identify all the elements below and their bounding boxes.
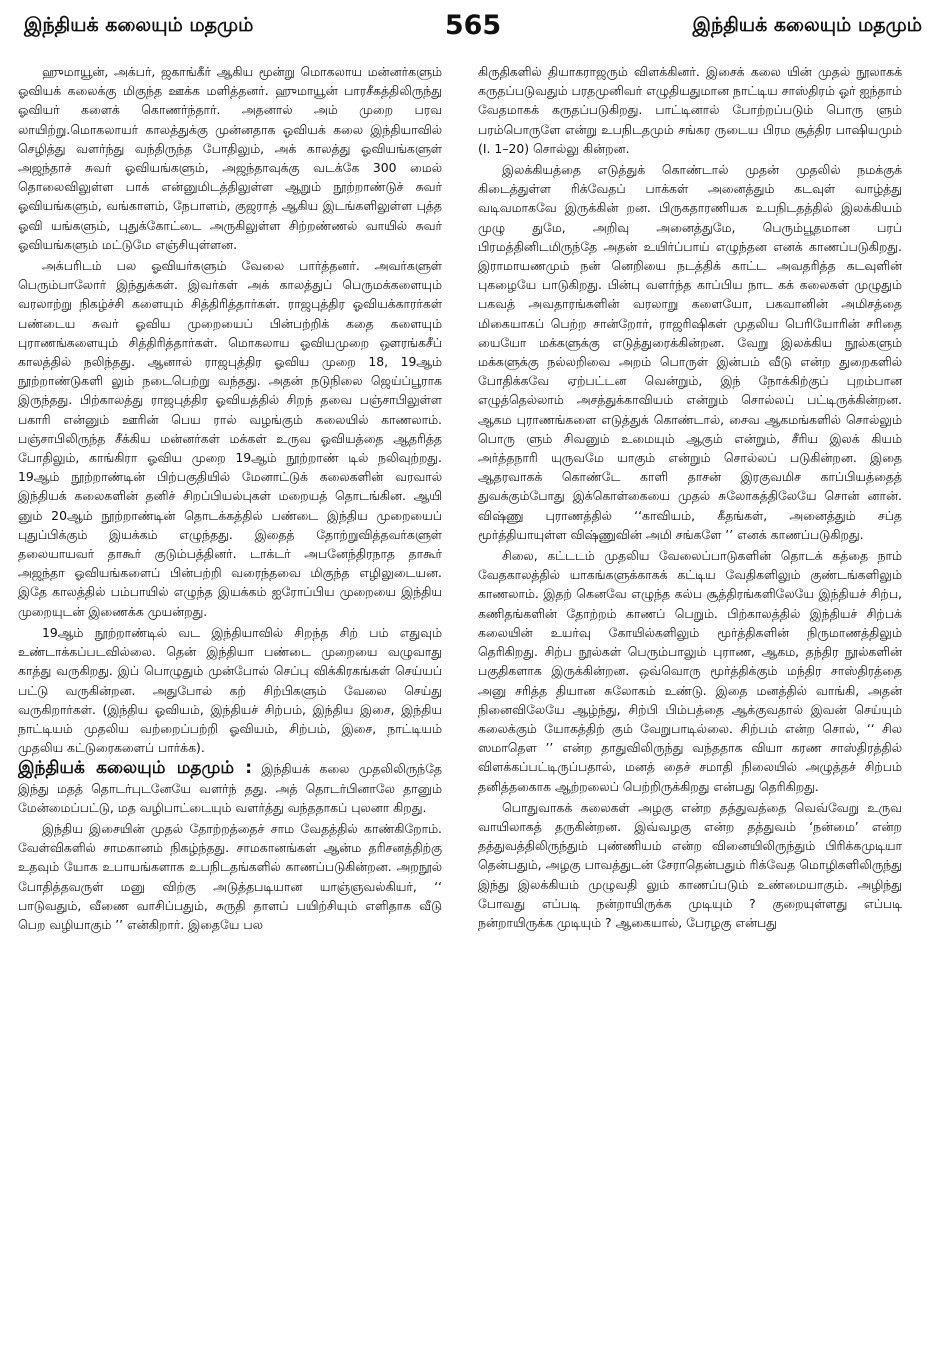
section-paragraph xyxy=(18,759,442,817)
right-column xyxy=(478,62,902,1357)
paragraph: கிருதிகளில் தியாகராஜரும் விளக்கினர். இசைக் கலை யின் முதல் நூலாகக் கருதப்படுவதும் பரதமுனிவர் எழுதியதுமான நாட்டிய சாஸ்திரம் ஓர் ஐந்தாம் வேதமாகக் கருதப்படுகிறது. பாட்டினால் போற்றப்படும் பொரு ளும் பரம்பொருளே என்று உபநிடதமும் சங்கர ருடைய பிரம சூத்திர பாஷியமும் (I. 1–20) சொல்லு கின்றன. xyxy=(478,64,902,156)
section-heading: இந்தியக் கலையும் மதமும் : xyxy=(18,758,253,779)
running-title-left: இந்தியக் கலையும் மதமும் xyxy=(24,14,254,36)
paragraph: 19ஆம் நூற்றாண்டில் வட இந்தியாவில் சிறந்த சிற் பம் எதுவும் உண்டாக்கப்படவில்லை. தென் இந்தியா பண்டை முறையை வழுவாது காத்து வருகிறது. இப் பொழுதும் முன்போல் செப்பு விக்கிரகங்கள் செய்யப் பட்டு வருகின்றன. அதுபோல் கற் சிற்பிகளும் வேலை செய்து வருகிறார்கள். (இந்திய ஓவியம், இந்தியச் சிற்பம், இந்திய இசை, இந்திய நாட்டியம் முதலிய வற்றைப்பற்றி ஓவியம், சிற்பம், இசை, நாட்டியம் முதலிய கட்டுரைகளைப் பார்க்க). xyxy=(18,624,442,756)
section-text: இந்தியக் கலை முதலிலிருந்தே இந்து மதத் தொடர்புடனேயே வளர்ந் தது. அத் தொடர்பினாலே தானும் மேன்மைப்பட்டு, மத வழிபாட்டையும் வளர்த்து வந்ததாகப் புலனா கிறது. xyxy=(18,761,442,815)
paragraph: அக்பரிடம் பல ஓவியர்களும் வேலை பார்த்தனர். அவர்களுள் பெரும்பாலோர் இந்துக்கள். இவர்கள் அக் காலத்துப் பெருமக்களையும் வரலாற்று நிகழ்ச்சி களையும் சித்திரித்தார்கள். ராஜபுத்திர ஓவியக்காரர்கள் பண்டைய சுவர் ஓவிய முறையைப் பின்பற்றிக் கதை களையும் புராணங்களையும் சித்திரித்தார்கள். மொகலாய ஓவியமுறை ஔரங்கசீப் காலத்தில் நலிந்தது. ஆனால் ராஜபுத்திர ஓவிய முறை 18, 19ஆம் நூற்றாண்டுகளி லும் நடைபெற்று வந்தது. அதன் நடுநிலை ஜெய்ப்பூராக இருந்தது. பிற்காலத்து ராஜபுத்திர ஓவியத்தில் சிறந் தவை பஞ்சாபிலுள்ள பகாரி என்னும் ஊரின் பெய ரால் வழங்கும் கலையில் காணலாம். பஞ்சாபிலிருந்த சீக்கிய மன்னர்கள் மக்கள் உருவ ஓவியத்தை ஆதரித்த போதிலும், காங்கிரா ஓவிய முறை 19ஆம் நூற்றாண் டில் நலிவுற்றது. 19ஆம் நூற்றாண்டின் பிற்பகுதியில் மேனாட்டுக் கலைகளின் வரவால் இந்தியக் கலைகளின் தனிச் சிறப்பியல்புகள் மறையத் தொடங்கின. ஆயி னும் 20ஆம் நூற்றாண்டின் தொடக்கத்தில் பண்டை இந்திய முறையைப் புதுப்பிக்கும் இயக்கம் எழுந்தது. இதைத் தோற்றுவித்தவர்களுள் தலையாயவர் தாகூர் குடும்பத்தினர். டாக்டர் அபனேந்திரநாத தாகூர் அஜந்தா ஓவியங்களைப் பின்பற்றி வரைந்தவை மிகுந்த எழிலுடையன. இதே காலத்தில் பம்பாயில் எழுந்த இயக்கம் ஐரோப்பிய முறையை இந்திய முறையுடன் இணைக்க முயன்றது. xyxy=(18,258,442,619)
paragraph: இலக்கியத்தை எடுத்துக் கொண்டால் முதன் முதலில் நமக்குக் கிடைத்துள்ள ரிக்வேதப் பாக்கள் அனைத்தும் கடவுள் வாழ்த்து வடிவமாகவே இருக்கின் றன. பிருகதாரணியக உபநிடதத்தில் இலக்கியம் முழு துமே, அறிவு அனைத்துமே, பெரும்பூதமான பரப் பிரமத்தினிடமிருந்தே அதன் உயிர்ப்பாய் எழுந்தன எனக் காணப்படுகிறது. இராமாயணமும் நன் னெறியை நடத்திக் காட்ட அவதரித்த கடவுளின் புகழையே பாடுகிறது. பின்பு வளர்ந்த காப்பிய நாட கக் கலைகள் முழுதும் பகவத் அவதாரங்களின் வரலாறு களையோ, பகவானின் அமிசத்தை மிகையாகப் பெற்ற சான்றோர், ராஜரிஷிகள் முதலிய பெரியோரின் சரிதை யையோ மக்களுக்கு எடுத்துரைக்கின்றன. வேறு இலக்கிய நூல்களும் மக்களுக்கு நல்லறிவை அறம் பொருள் இன்பம் வீடு என்ற துறைகளில் போதிக்கவே ஏற்பட்டன வென்றும், இந் நோக்கிற்குப் புறம்பான எழுத்தெல்லாம் அசத்துக்காவியம் என்றும் சொல்லப் பட்டிருக்கின்றன. ஆகம புராணங்களை எடுத்துக் கொண்டால், சைவ ஆகமங்களில் சொல்லும் பொரு ளும் சிவனும் உமையும் ஆகும் என்றும், சீரிய இலக் கியம் அர்த்தநாரி யுருவமே யாகும் என்றும் சொல்லப் படுகின்றன. இதை ஆதரவாகக் கொண்டே காளி தாசன் இரகுவமிச காப்பியத்தைத் துவக்கும்போது இக்கொள்கையை முதல் சுலோகத்திலேயே சொன் னான். விஷ்ணு புராணத்தில் ‘‘காவியம், கீதங்கள், அனைத்தும் சப்த மூர்த்தியாயுள்ள விஷ்ணுவின் அமி சங்களே ’’ எனக் காணப்படுகிறது. xyxy=(478,162,902,542)
paragraph: ஹுமாயூன், அக்பர், ஜகாங்கீர் ஆகிய மூன்று மொகலாய மன்னர்களும் ஓவியக் கலைக்கு மிகுந்த ஊக்க மளித்தனர். ஹுமாயூன் பாரசீகத்திலிருந்து ஓவியர் களைக் கொணர்ந்தார். அதனால் அம் முறை பரவ லாயிற்று.மொகலாயர் காலத்துக்கு முன்னதாக ஓவியக் கலை இந்தியாவில் செழித்து வளர்ந்து வந்திருந்த போதிலும், அக் காலத்து ஓவியங்களுள் அஜந்தாச் சுவர் ஓவியங்களும், அஜந்தாவுக்கு வடக்கே 300 மைல் தொலைவிலுள்ள பாக் என்னுமிடத்திலுள்ள ஆறும் நூற்றாண்டுச் சுவர் ஓவியங்களும், வங்காளம், நேபாளம், குஜராத் ஆகிய இடங்களிலுள்ள புத்த ஓவி யங்களும், புதுக்கோட்டை அருகிலுள்ள சிற்றண்ணல் வாயில் சுவர் ஓவியங்களும் மட்டுமே எஞ்சியுள்ளன. xyxy=(18,64,442,252)
paragraph: பொதுவாகக் கலைகள் அழகு என்ற தத்துவத்தை வெவ்வேறு உருவ வாயிலாகத் தருகின்றன. இவ்வழகு என்ற தத்துவம் ‘நன்மை’ என்ற தத்துவத்திலிருந்தும் புண்ணியம் என்ற வினையிலிருந்தும் பிரிக்கமுடியா தென்பதும், அழகு பாவத்துடன் சேராதென்பதும் ரிக்வேத மொழிகளிலிருந்து இந்து இலக்கியம் முழுவதி லும் காணப்படும் உண்மையாகும். அழிந்து போவது எப்படி நன்றாயிருக்க முடியும் ? குறையுள்ளது எப்படி நன்றாயிருக்க முடியும் ? ஆகையால், பேரழகு என்பது xyxy=(478,799,902,930)
paragraph: இந்திய இசையின் முதல் தோற்றத்தைச் சாம வேதத்தில் காண்கிறோம். வேள்விகளில் சாமகானம் நிகழ்ந்தது. சாமகானங்கள் ஆன்ம தரிசனத்திற்கு உதவும் யோக உபாயங்களாக உபநிடதங்களில் காணப்படுகின்றன. அறநூல் போதித்தவருள் மனு விற்கு அடுத்தபடியான யாஞ்ஞவல்கியர், ‘‘ பாடுவதும், வீணை வாசிப்பதும், சுருதி தாளப் பயிற்சியும் எளிதாக வீடு பெற வழியாகும் ’’ என்கிறார். இதையே பல xyxy=(18,820,442,932)
running-title-right: இந்தியக் கலையும் மதமும் xyxy=(692,14,922,36)
paragraph: சிலை, கட்டடம் முதலிய வேலைப்பாடுகளின் தொடக் கத்தை நாம் வேதகாலத்தில் யாகங்களுக்காகக் கட்டிய வேதிகளிலும் குண்டங்களிலும் காணலாம். இதற் கெனவே எழுந்த கல்ப சூத்திரங்களிலேயே இந்தியச் சிற்ப, கணிதங்களின் தோற்றம் காணப் பெறும். பிற்காலத்தில் இந்தியச் சிற்பக் கலையின் உயர்வு கோயில்களிலும் மூர்த்திகளின் நிருமாணத்திலும் தெரிகிறது. சிற்ப நூல்கள் பெரும்பாலும் புராண, ஆகம, தந்திர நூல்களின் பகுதிகளாக இருக்கின்றன. ஒவ்வொரு மூர்த்திக்கும் மந்திர சாஸ்திரத்தை அனு சரித்த தியான சுலோகம் உண்டு. இதை மனத்தில் வாங்கி, அதன் நினைவிலேயே ஆழ்ந்து, சிற்பி பிம்பத்தை ஆக்குவதால் இவன் செய்யும் கலைக்கும் யோகத்திற் கும் வேறுபாடில்லை. சிற்பம் என்ற சொல், ‘‘ சில ஸமாதௌ ’’ என்ற தாதுவிலிருந்து வந்ததாக வியா கரண சாஸ்திரத்தில் விளக்கப்பட்டிருப்பதால், மனத் தைச் சமாதி நிலையில் அழுத்தச் சிற்பம் தனித்தகைாக ஆற்றலைப் பெற்றிருக்கிறது என்பது தெரிகிறது. xyxy=(478,548,902,794)
left-column xyxy=(18,62,442,1357)
running-head xyxy=(24,8,922,48)
page-number: 565 xyxy=(444,10,502,41)
